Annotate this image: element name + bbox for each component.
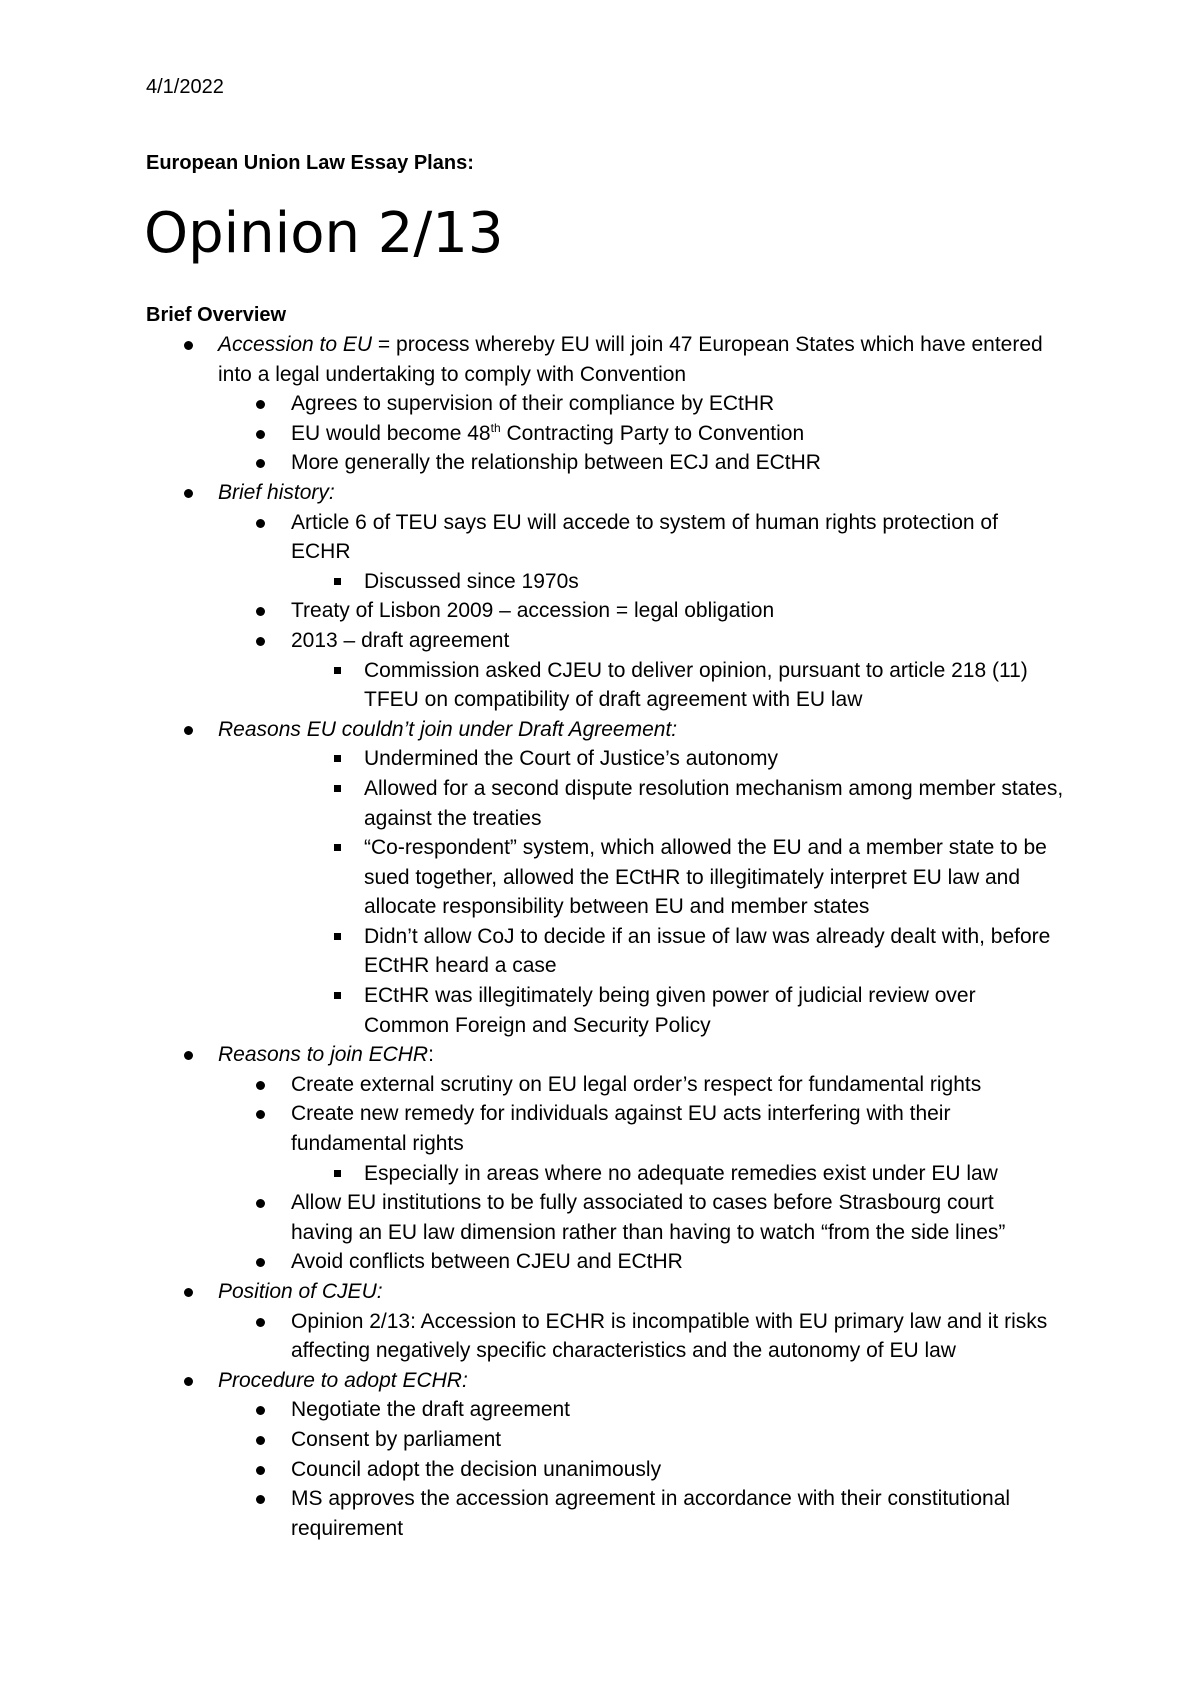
list-item-text: Didn’t allow CoJ to decide if an issue of law was already dealt with, before ECtHR heard a case — [364, 924, 1051, 978]
bullet-icon — [184, 1377, 193, 1386]
list-item-text: Create new remedy for individuals against EU acts interfering with their fundamental rights — [291, 1102, 951, 1156]
list-item — [0, 1247, 1061, 1277]
bullet-icon — [256, 400, 265, 409]
square-bullet-icon — [334, 844, 341, 851]
list-item-text: Avoid conflicts between CJEU and ECtHR — [291, 1250, 683, 1274]
list-item-emphasis: Reasons to join ECHR — [218, 1043, 429, 1067]
bullet-icon — [256, 1495, 265, 1504]
list-item-emphasis: Reasons EU couldn’t join under Draft Agreement: — [218, 717, 678, 741]
list-item — [0, 1307, 1061, 1366]
list-item — [0, 1425, 1061, 1455]
bullet-icon — [256, 1436, 265, 1445]
bullet-icon — [256, 1466, 265, 1475]
list-item — [0, 448, 1061, 478]
list-item — [0, 656, 1064, 715]
list-item-text: ECtHR was illegitimately being given power of judicial review over Common Foreign and Security Policy — [364, 984, 976, 1037]
bullet-icon — [184, 1288, 193, 1297]
bullet-icon — [256, 430, 265, 439]
list-item — [0, 1395, 1061, 1425]
list-item — [0, 508, 1061, 567]
square-bullet-icon — [334, 755, 341, 762]
bullet-icon — [256, 1318, 265, 1327]
square-bullet-icon — [334, 992, 341, 999]
superscript: th — [490, 420, 501, 435]
list-item — [0, 981, 1064, 1040]
list-item-text: Commission asked CJEU to deliver opinion, pursuant to article 218 (11) TFEU on compatibility of draft agreement with EU law — [364, 658, 1028, 712]
list-item-text: Allowed for a second dispute resolution mechanism among member states, against the treaties — [364, 776, 1064, 830]
list-item-text: “Co-respondent” system, which allowed the EU and a member state to be sued together, allowed the ECtHR to illegitimately interpret EU law and allocate responsibility between EU and member states — [364, 836, 1047, 919]
list-item-text: Contracting Party to Convention — [500, 421, 805, 445]
list-item — [0, 1484, 1061, 1543]
bullet-icon — [256, 1081, 265, 1090]
list-item-text: Agrees to supervision of their compliance by ECtHR — [291, 392, 775, 416]
list-item — [0, 922, 1064, 981]
square-bullet-icon — [334, 785, 341, 792]
list-item — [0, 744, 1064, 774]
list-item — [0, 774, 1064, 833]
list-item — [0, 389, 1061, 419]
list-item-text: Treaty of Lisbon 2009 – accession = legal obligation — [291, 599, 775, 623]
list-item — [0, 715, 1060, 745]
bullet-icon — [256, 1110, 265, 1119]
list-item-text: Article 6 of TEU says EU will accede to system of human rights protection of ECHR — [291, 510, 998, 564]
list-item-emphasis: Accession to EU — [218, 333, 373, 356]
list-item — [0, 1188, 1061, 1247]
bullet-icon — [256, 607, 265, 616]
list-item-text: : — [428, 1043, 434, 1067]
list-item — [0, 596, 1061, 626]
list-item — [0, 330, 1060, 389]
list-item-text: Negotiate the draft agreement — [291, 1398, 571, 1422]
bullet-icon — [256, 637, 265, 646]
list-item — [0, 626, 1061, 656]
list-item — [0, 1366, 1060, 1396]
document-subtitle: European Union Law Essay Plans: — [146, 152, 474, 174]
bullet-icon — [256, 1199, 265, 1208]
list-item — [0, 1159, 1064, 1189]
list-item-text: Consent by parliament — [291, 1427, 502, 1451]
list-item-text: Allow EU institutions to be fully associated to cases before Strasbourg court having an EU law dimension rather than having to watch “from the side lines” — [291, 1191, 1006, 1244]
bullet-icon — [184, 341, 193, 350]
bullet-icon — [256, 1258, 265, 1267]
list-item-emphasis: Position of CJEU: — [218, 1280, 383, 1303]
page-title: Opinion 2/13 — [144, 201, 504, 266]
bullet-icon — [256, 1406, 265, 1415]
bullet-icon — [184, 489, 193, 498]
list-item-text: Create external scrutiny on EU legal order’s respect for fundamental rights — [291, 1072, 982, 1096]
section-heading: Brief Overview — [146, 304, 287, 326]
list-item — [0, 478, 1060, 508]
list-item-text: Especially in areas where no adequate remedies exist under EU law — [364, 1161, 998, 1185]
list-item-text: 2013 – draft agreement — [291, 628, 510, 652]
list-item-emphasis: Brief history: — [218, 480, 335, 504]
bullet-icon — [184, 1051, 193, 1060]
list-item — [0, 419, 1061, 449]
list-item-text: EU would become 48 — [291, 421, 491, 445]
square-bullet-icon — [334, 933, 341, 940]
list-item-text: Opinion 2/13: Accession to ECHR is incompatible with EU primary law and it risks affecting negatively specific characteristics and the autonomy of EU law — [291, 1309, 1048, 1363]
document-date: 4/1/2022 — [146, 76, 224, 98]
list-item — [0, 567, 1064, 597]
list-item — [0, 1455, 1061, 1485]
list-item — [0, 1099, 1061, 1158]
list-item-text: Council adopt the decision unanimously — [291, 1457, 662, 1481]
list-item-text: = process whereby EU will join 47 European States which have entered into a legal undertaking to comply with Convention — [218, 333, 1043, 386]
square-bullet-icon — [334, 1170, 341, 1177]
bullet-icon — [184, 726, 193, 735]
list-item-text: Undermined the Court of Justice’s autonomy — [364, 747, 778, 771]
list-item-emphasis: Procedure to adopt ECHR: — [218, 1368, 468, 1392]
square-bullet-icon — [334, 578, 341, 585]
list-item-text: MS approves the accession agreement in accordance with their constitutional requirement — [291, 1487, 1011, 1540]
list-item — [0, 1040, 1060, 1070]
bullet-icon — [256, 459, 265, 468]
list-item-text: Discussed since 1970s — [364, 569, 579, 593]
square-bullet-icon — [334, 667, 341, 674]
list-item — [0, 1070, 1061, 1100]
bullet-list — [0, 330, 1200, 1543]
list-item-text: More generally the relationship between ECJ and ECtHR — [291, 451, 821, 475]
bullet-icon — [256, 519, 265, 528]
list-item — [0, 833, 1064, 922]
list-item — [0, 1277, 1060, 1307]
